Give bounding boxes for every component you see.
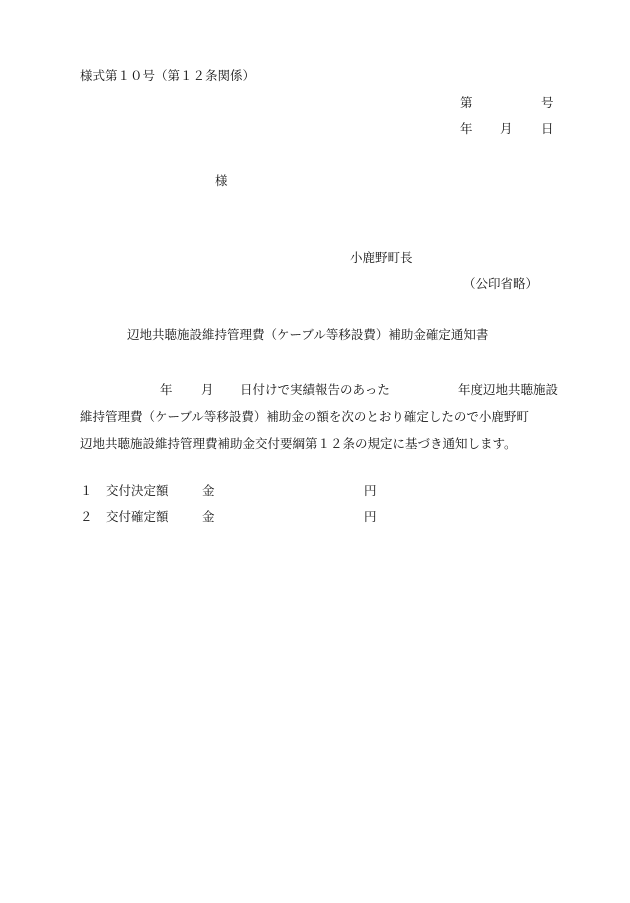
body-year: 年 — [160, 382, 173, 397]
doc-number-suffix: 号 — [541, 95, 554, 110]
item-1-number: １ — [80, 483, 93, 498]
item-1-unit: 円 — [364, 483, 377, 498]
item-2-unit: 円 — [364, 509, 377, 524]
body-line-2 — [80, 404, 550, 431]
doc-number-prefix: 第 — [460, 95, 473, 110]
recipient-honorific: 様 — [215, 173, 228, 188]
body-month: 月 — [201, 382, 214, 397]
item-2-number: ２ — [80, 509, 93, 524]
body-line1-end: 年度辺地共聴施設 — [458, 382, 559, 397]
item-1-label: 交付決定額 — [106, 483, 169, 498]
body-paragraph — [80, 377, 559, 458]
seal-note: （公印省略） — [463, 276, 539, 291]
body-line-3 — [80, 431, 550, 458]
date-day: 日 — [541, 121, 554, 136]
document-title: 辺地共聴施設維持管理費（ケーブル等移設費）補助金確定通知書 — [127, 327, 489, 342]
body-line1-mid: 日付けで実績報告のあった — [240, 382, 390, 397]
issuer-title: 小鹿野町長 — [350, 250, 413, 265]
body-line-1 — [80, 377, 559, 404]
item-2-prefix: 金 — [202, 509, 215, 524]
body-line-2-text: 維持管理費（ケーブル等移設費）補助金の額を次のとおり確定したので小鹿野町 — [80, 409, 529, 424]
body-line-3-text: 辺地共聴施設維持管理費補助金交付要綱第１２条の規定に基づき通知します。 — [80, 436, 517, 451]
date-month: 月 — [500, 121, 513, 136]
item-2-label: 交付確定額 — [106, 509, 169, 524]
form-label: 様式第１０号（第１２条関係） — [80, 68, 256, 83]
date-year: 年 — [460, 121, 473, 136]
item-1-prefix: 金 — [202, 483, 215, 498]
